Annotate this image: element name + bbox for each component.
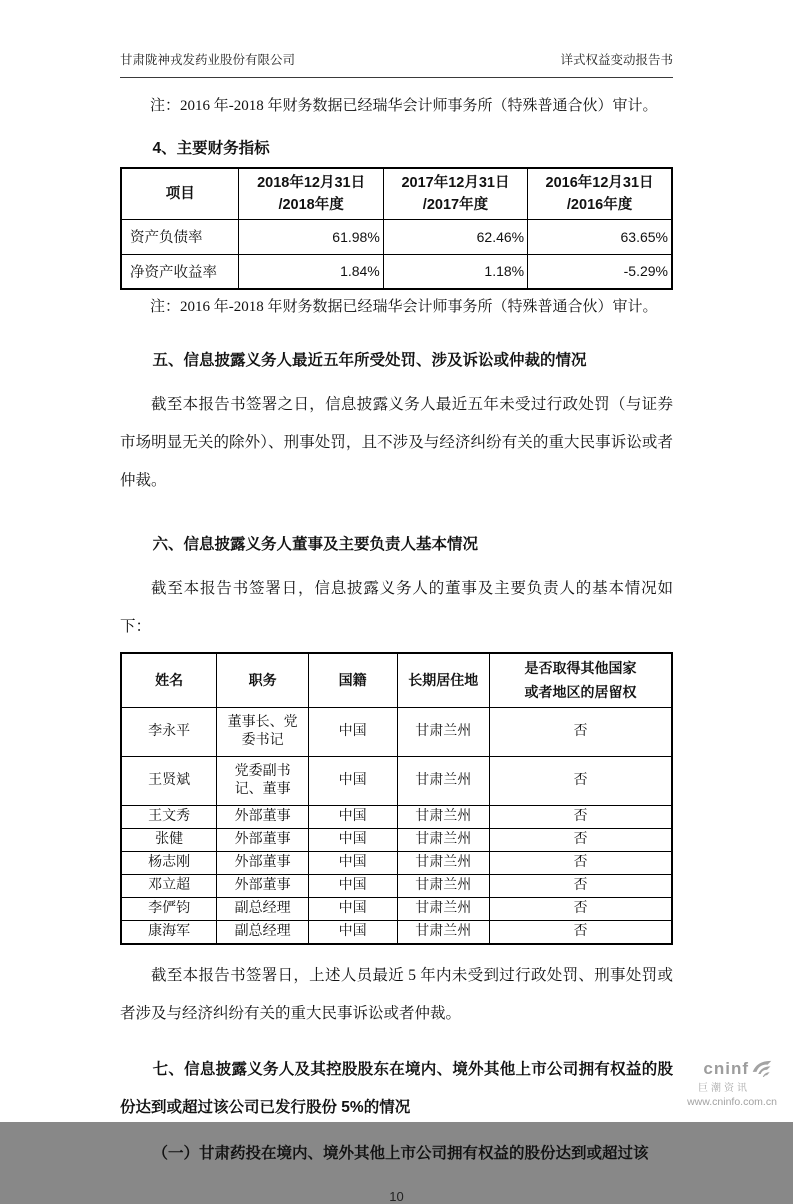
director-title: 外部董事: [217, 805, 308, 828]
director-permit: 否: [490, 707, 672, 756]
col-header-line1: 2018年12月31日: [257, 174, 366, 191]
director-title: 外部董事: [217, 828, 308, 851]
director-residence: 甘肃兰州: [397, 851, 490, 874]
director-name: 康海军: [121, 920, 217, 944]
running-header: [120, 50, 673, 78]
cninfo-caption: 巨潮资讯: [698, 1083, 750, 1094]
director-name: 张健: [121, 828, 217, 851]
director-nationality: 中国: [308, 874, 397, 897]
director-permit: 否: [490, 805, 672, 828]
director-permit: 否: [490, 851, 672, 874]
director-residence: 甘肃兰州: [397, 805, 490, 828]
director-row: [121, 805, 672, 828]
col-header-name: 姓名: [121, 653, 217, 707]
col-header-permit: [490, 653, 672, 707]
col-header-2016: [528, 168, 672, 219]
cninfo-brand-text: cninf: [703, 1058, 749, 1078]
metric-value-2018: 1.84%: [239, 254, 383, 289]
cninfo-watermark: [677, 1059, 787, 1108]
header-company-name: 甘肃陇神戎发药业股份有限公司: [120, 53, 296, 67]
director-nationality: 中国: [308, 920, 397, 944]
section4-title: 4、主要财务指标: [152, 140, 270, 157]
col-header-nationality: 国籍: [308, 653, 397, 707]
director-residence: 甘肃兰州: [397, 874, 490, 897]
metric-value-2016: -5.29%: [528, 254, 672, 289]
director-title: 党委副书记、董事: [217, 756, 308, 805]
director-name: 王文秀: [121, 805, 217, 828]
audit-note-bottom: 注：2016 年-2018 年财务数据已经瑞华会计师事务所（特殊普通合伙）审计。: [150, 299, 658, 315]
page-number: 10: [389, 1188, 404, 1204]
col-header-2017: [383, 168, 527, 219]
director-nationality: 中国: [308, 756, 397, 805]
director-row: [121, 920, 672, 944]
col-header-line1: 2016年12月31日: [545, 174, 654, 191]
director-title: 外部董事: [217, 851, 308, 874]
financial-indicators-table: [120, 167, 673, 290]
director-row: [121, 897, 672, 920]
director-nationality: 中国: [308, 805, 397, 828]
table-header-row: [121, 168, 672, 219]
director-title: 副总经理: [217, 920, 308, 944]
section6-after-paragraph: 截至本报告书签署日，上述人员最近 5 年内未受到过行政处罚、刑事处罚或者涉及与经济纠纷有关的重大民事诉讼或者仲裁。: [120, 966, 673, 1022]
director-residence: 甘肃兰州: [397, 756, 490, 805]
director-residence: 甘肃兰州: [397, 897, 490, 920]
col-header-line1: 2017年12月31日: [401, 174, 510, 191]
director-nationality: 中国: [308, 851, 397, 874]
director-permit: 否: [490, 897, 672, 920]
director-name: 李永平: [121, 707, 217, 756]
section6-title: 六、信息披露义务人董事及主要负责人基本情况: [152, 536, 479, 553]
director-name: 邓立超: [121, 874, 217, 897]
cninfo-brand: [677, 1059, 787, 1078]
audit-note-top: 注：2016 年-2018 年财务数据已经瑞华会计师事务所（特殊普通合伙）审计。: [150, 98, 658, 114]
director-title: 董事长、党委书记: [217, 707, 308, 756]
col-header-line2: /2018年度: [278, 196, 344, 213]
director-row: [121, 756, 672, 805]
director-nationality: 中国: [308, 707, 397, 756]
section5-title: 五、信息披露义务人最近五年所受处罚、涉及诉讼或仲裁的情况: [152, 352, 587, 369]
metric-value-2017: 1.18%: [383, 254, 527, 289]
col-header-residence: 长期居住地: [397, 653, 490, 707]
director-permit: 否: [490, 920, 672, 944]
section7-title: 七、信息披露义务人及其控股股东在境内、境外其他上市公司拥有权益的股份达到或超过该公司已发行股份 5%的情况: [120, 1060, 673, 1116]
director-nationality: 中国: [308, 828, 397, 851]
col-header-line2: /2016年度: [566, 196, 633, 213]
section5-paragraph: 截至本报告书签署之日，信息披露义务人最近五年未受过行政处罚（与证券市场明显无关的除外）、刑事处罚，且不涉及与经济纠纷有关的重大民事诉讼或者仲裁。: [120, 396, 673, 489]
table-row: [121, 254, 672, 289]
director-name: 李俨钧: [121, 897, 217, 920]
director-residence: 甘肃兰州: [397, 707, 490, 756]
metric-label: 资产负债率: [121, 219, 239, 254]
director-permit: 否: [490, 874, 672, 897]
col-header-2018: [239, 168, 383, 219]
table-header-row: [121, 653, 672, 707]
col-header-line2: /2017年度: [422, 196, 489, 213]
col-header-permit-text: 是否取得其他国家或者地区的居留权: [524, 660, 637, 701]
director-residence: 甘肃兰州: [397, 920, 490, 944]
director-title: 外部董事: [217, 874, 308, 897]
section6-intro-paragraph: 截至本报告书签署日，信息披露义务人的董事及主要负责人的基本情况如下：: [120, 580, 673, 635]
cninfo-url: www.cninfo.com.cn: [687, 1096, 777, 1108]
director-row: [121, 874, 672, 897]
director-permit: 否: [490, 756, 672, 805]
metric-value-2018: 61.98%: [239, 219, 383, 254]
metric-value-2016: 63.65%: [528, 219, 672, 254]
col-header-title: 职务: [217, 653, 308, 707]
director-row: [121, 707, 672, 756]
metric-label: 净资产收益率: [121, 254, 239, 289]
header-doc-title: 详式权益变动报告书: [560, 53, 673, 67]
metric-value-2017: 62.46%: [383, 219, 527, 254]
director-row: [121, 851, 672, 874]
director-title: 副总经理: [217, 897, 308, 920]
director-nationality: 中国: [308, 897, 397, 920]
col-header-item: 项目: [121, 168, 239, 219]
director-name: 王贤斌: [121, 756, 217, 805]
table-row: [121, 219, 672, 254]
director-permit: 否: [490, 828, 672, 851]
director-row: [121, 828, 672, 851]
cninfo-logo-icon: [751, 1059, 773, 1078]
director-residence: 甘肃兰州: [397, 828, 490, 851]
directors-table: [120, 652, 673, 945]
director-name: 杨志刚: [121, 851, 217, 874]
section7-sub1-title: （一）甘肃药投在境内、境外其他上市公司拥有权益的股份达到或超过该: [152, 1144, 649, 1162]
